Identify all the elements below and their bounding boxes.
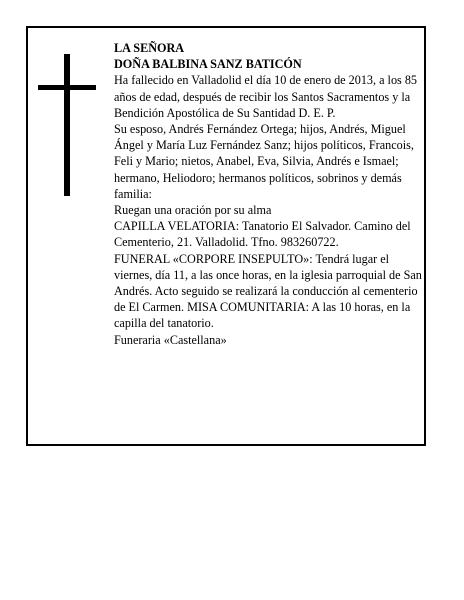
title-line-1: LA SEÑORA — [114, 41, 185, 55]
chapel-info: CAPILLA VELATORIA: Tanatorio El Salvador. Camino del Cementerio, 21. Valladolid. Tfno. 983260722. — [114, 219, 411, 250]
funeral-info: FUNERAL «CORPORE INSEPULTO»: Tendrá lugar el viernes, día 11, a las once horas, en la iglesia parroquial de San Andrés. Acto seguido se realizará la conducción al cementerio de El Carmen. MISA COMUNITARIA: A las 10 horas, en la capilla del tanatorio. — [114, 251, 422, 331]
deceased-name: DOÑA BALBINA SANZ BATICÓN — [114, 57, 302, 72]
cross-icon — [64, 54, 70, 196]
cross-icon-bar — [38, 85, 96, 90]
obituary-text — [114, 40, 430, 348]
family-list: Su esposo, Andrés Fernández Ortega; hijos, Andrés, Miguel Ángel y María Luz Fernández Sanz; hijos políticos, Francois, Feli y Mario; nietos, Anabel, Eva, Silvia, Andrés e Ismael; hermano, Heliodoro; hermanos políticos, sobrinos y demás familia: — [114, 122, 414, 201]
death-announcement: Ha fallecido en Valladolid el día 10 de enero de 2013, a los 85 años de edad, después de recibir los Santos Sacramentos y la Bendición Apostólica de Su Santidad D. E. P. — [114, 73, 418, 120]
prayer-request: Ruegan una oración por su alma — [114, 203, 272, 218]
funeral-home: Funeraria «Castellana» — [114, 332, 227, 347]
